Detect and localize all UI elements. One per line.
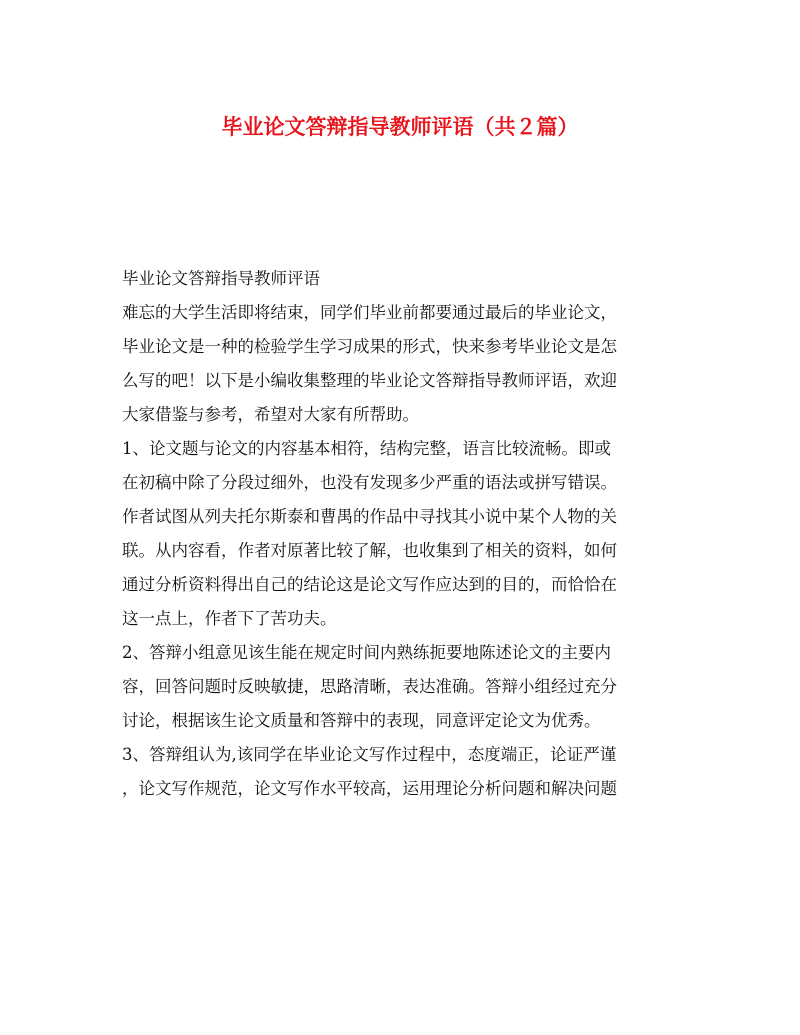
- intro-line: 么写的吧！以下是小编收集整理的毕业论文答辩指导教师评语，欢迎: [122, 371, 617, 390]
- intro-line: 难忘的大学生活即将结束，同学们毕业前都要通过最后的毕业论文，: [122, 303, 617, 322]
- comment-2-line: 讨论，根据该生论文质量和答辩中的表现，同意评定论文为优秀。: [122, 711, 601, 730]
- document-title: 毕业论文答辩指导教师评语（共２篇）: [221, 114, 579, 139]
- comment-1-line: 联。从内容看，作者对原著比较了解，也收集到了相关的资料，如何: [122, 541, 617, 560]
- comment-1-line: 通过分析资料得出自己的结论这是论文写作应达到的目的，而恰恰在: [122, 575, 617, 594]
- document-body: [122, 262, 682, 806]
- comment-2-line: 容，回答问题时反映敏捷，思路清晰，表达准确。答辩小组经过充分: [122, 677, 617, 696]
- comment-1-line: 作者试图从列夫托尔斯泰和曹禺的作品中寻找其小说中某个人物的关: [122, 507, 617, 526]
- section-heading: 毕业论文答辩指导教师评语: [122, 269, 320, 288]
- comment-2-line: 2、答辩小组意见该生能在规定时间内熟练扼要地陈述论文的主要内: [122, 643, 611, 662]
- comment-1-line: 1、论文题与论文的内容基本相符，结构完整，语言比较流畅。即或: [122, 439, 611, 458]
- comment-1-line: 在初稿中除了分段过细外，也没有发现多少严重的语法或拼写错误。: [122, 473, 617, 492]
- comment-3-line: ，论文写作规范，论文写作水平较高，运用理论分析问题和解决问题: [122, 779, 617, 798]
- intro-line: 大家借鉴与参考，希望对大家有所帮助。: [122, 405, 419, 424]
- comment-3-line: 3、答辩组认为,该同学在毕业论文写作过程中，态度端正，论证严谨: [122, 745, 617, 764]
- intro-line: 毕业论文是一种的检验学生学习成果的形式，快来参考毕业论文是怎: [122, 337, 617, 356]
- comment-1-line: 这一点上，作者下了苦功夫。: [122, 609, 337, 628]
